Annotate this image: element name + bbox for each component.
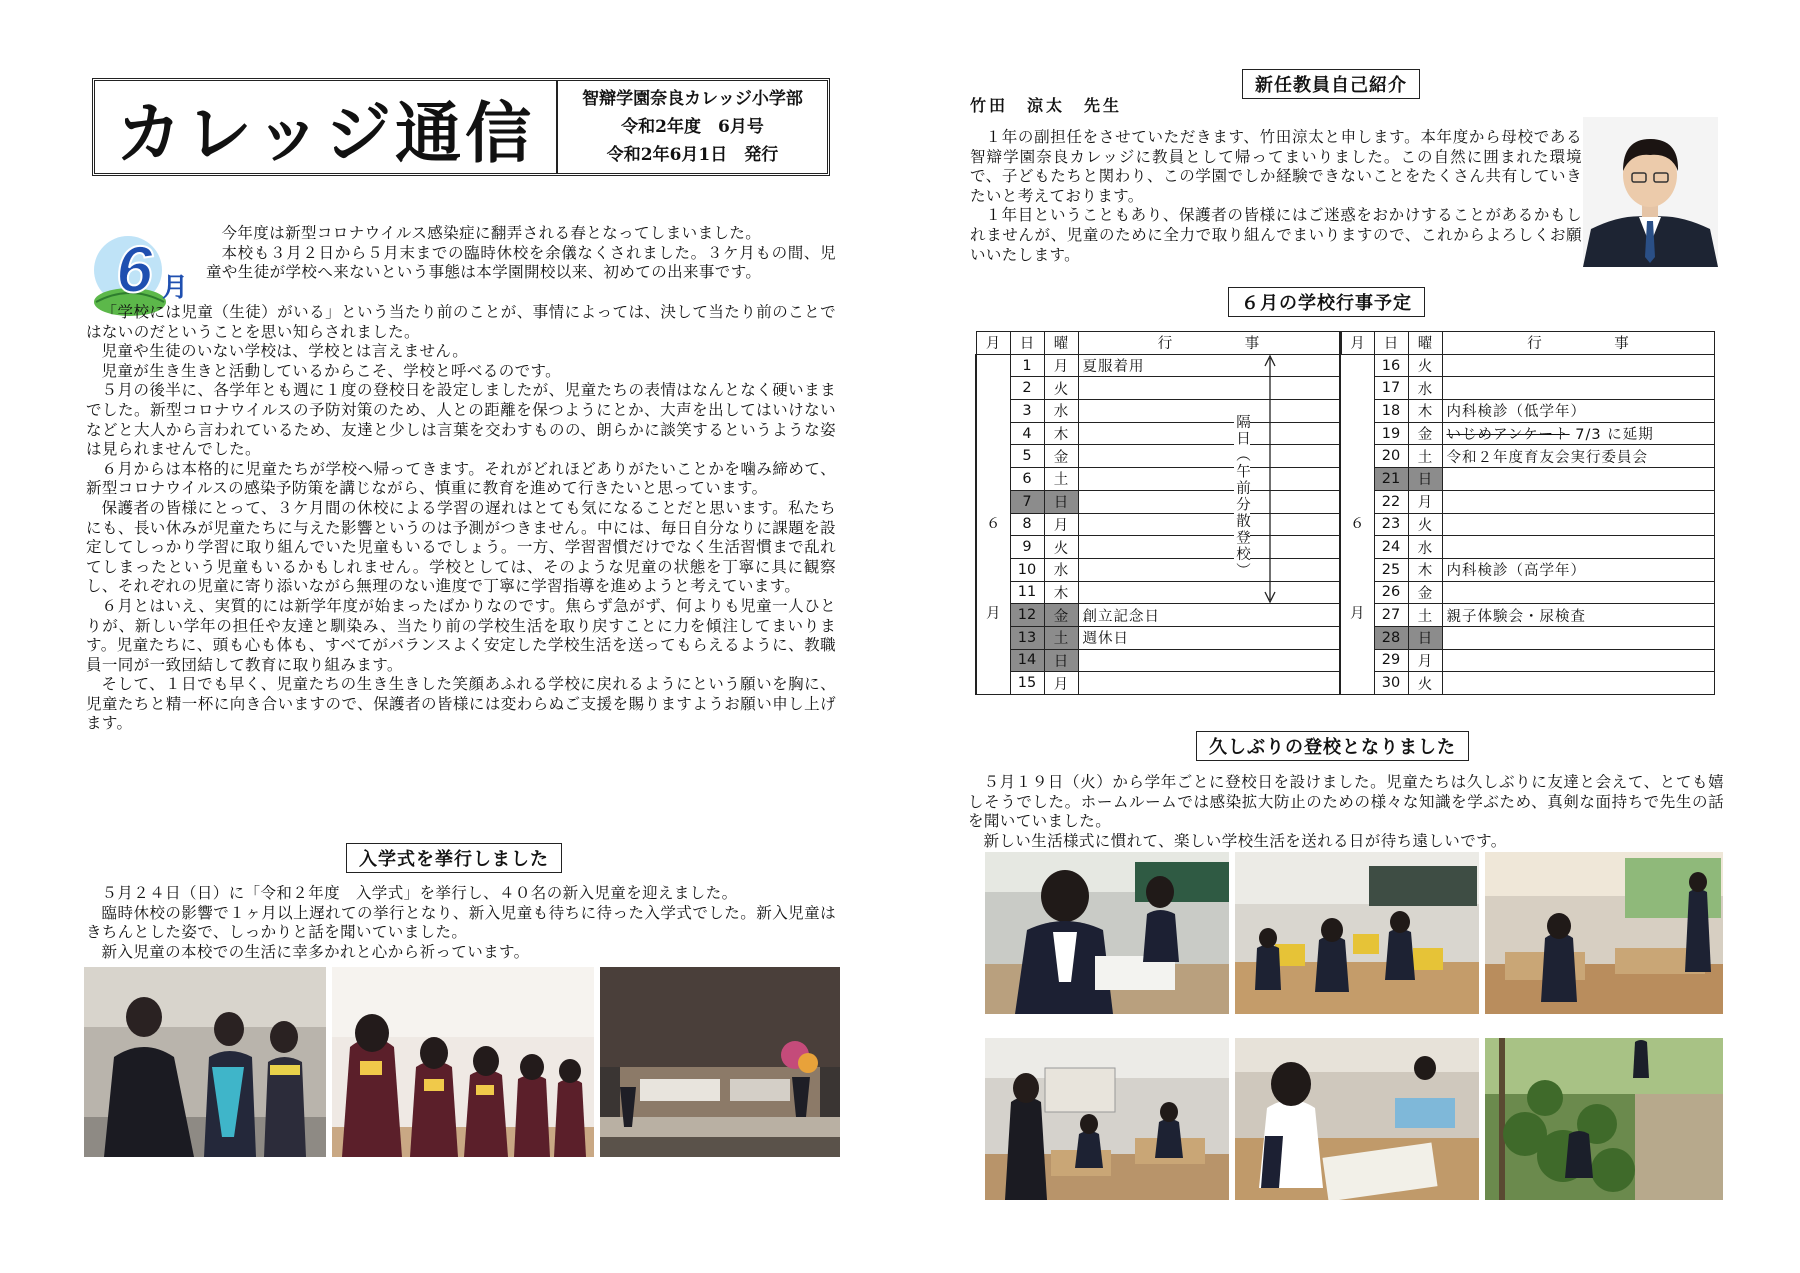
ceremony-paragraph: 臨時休校の影響で１ヶ月以上遅れての挙行となり、新入児童も待ちに待った入学式でした。新入児童はきちんとした姿で、しっかりと話を聞いていました。 (86, 903, 836, 942)
day-number: 30 (1374, 672, 1408, 695)
weekday: 月 (1044, 354, 1078, 377)
weekday: 日 (1408, 626, 1442, 649)
day-number: 21 (1374, 468, 1408, 491)
intro-paragraph: 「学校には児童（生徒）がいる」という当たり前のことが、事情によっては、決して当たり前のことではないのだということを思い知らされました。 (86, 303, 836, 341)
schedule-row (976, 354, 1714, 377)
weekday: 日 (1044, 490, 1078, 513)
day-number: 18 (1374, 400, 1408, 423)
masthead (92, 78, 830, 176)
ceremony-photo-corsage (84, 967, 326, 1157)
intro-paragraph: 今年度は新型コロナウイルス感染症に翻弄される春となってしまいました。 (221, 224, 762, 242)
badge-month-number: 6 (116, 232, 153, 306)
weekday: 金 (1408, 422, 1442, 445)
event-cell: 創立記念日 (1078, 604, 1340, 627)
day-number: 9 (1010, 536, 1044, 559)
weekday: 月 (1044, 672, 1078, 695)
day-number: 8 (1010, 513, 1044, 536)
event-cell (1078, 649, 1340, 672)
weekday: 土 (1044, 626, 1078, 649)
issue-date: 令和2年6月1日 発行 (606, 145, 779, 165)
day-number: 11 (1010, 581, 1044, 604)
header-event: 行 事 (1442, 332, 1714, 355)
schedule-header-row (976, 332, 1714, 355)
event-cell (1442, 672, 1714, 695)
ceremony-text (86, 884, 836, 962)
attendance-arrow (1262, 354, 1292, 604)
event-cell (1078, 558, 1340, 581)
intro-paragraph: 児童が生き生きと活動しているからこそ、学校と呼べるのです。 (101, 361, 562, 380)
weekday: 木 (1044, 422, 1078, 445)
day-number: 4 (1010, 422, 1044, 445)
weekday: 火 (1044, 377, 1078, 400)
event-cell (1078, 581, 1340, 604)
header-month: 月 (976, 332, 1010, 355)
issue-label: 令和2年度 6月号 (621, 117, 764, 137)
weekday: 土 (1408, 445, 1442, 468)
month-label-right: ６ 月 (1340, 354, 1374, 694)
weekday: 火 (1044, 536, 1078, 559)
weekday: 金 (1044, 445, 1078, 468)
event-cell (1442, 377, 1714, 400)
schedule-heading: ６月の学校行事予定 (1228, 287, 1425, 317)
weekday: 日 (1044, 649, 1078, 672)
event-cell (1078, 513, 1340, 536)
header-weekday: 曜 (1408, 332, 1442, 355)
header-weekday: 曜 (1044, 332, 1078, 355)
header-day: 日 (1374, 332, 1408, 355)
weekday: 金 (1408, 581, 1442, 604)
event-cell (1442, 536, 1714, 559)
ceremony-photo-students-standing (332, 967, 594, 1157)
intro-paragraph: 児童や生徒のいない学校は、学校とは言えません。 (101, 342, 469, 361)
weekday: 水 (1044, 400, 1078, 423)
day-number: 15 (1010, 672, 1044, 695)
ceremony-photo-hall (600, 967, 840, 1157)
event-cell: 夏服着用 (1078, 354, 1340, 377)
event-cell: 令和２年度育友会実行委員会 (1442, 445, 1714, 468)
return-text (968, 773, 1724, 851)
header-month: 月 (1340, 332, 1374, 355)
event-cell (1078, 400, 1340, 423)
day-number: 14 (1010, 649, 1044, 672)
intro-body (86, 303, 836, 734)
ceremony-paragraph: ５月２４日（日）に「令和２年度 入学式」を挙行し、４０名の新入児童を迎えました。 (101, 884, 738, 902)
day-number: 20 (1374, 445, 1408, 468)
event-cell (1442, 626, 1714, 649)
weekday: 水 (1408, 377, 1442, 400)
weekday: 土 (1408, 604, 1442, 627)
event-cell: 内科検診（低学年） (1442, 400, 1714, 423)
intro-paragraph: ６月からは本格的に児童たちが学校へ帰ってきます。それがどれほどありがたいことかを噛み締めて、新型コロナウイルスの感染予防策を講じながら、慎重に教育を進めて行きたいと思っています。 (86, 459, 836, 498)
teacher-paragraph: １年の副担任をさせていただきます、竹田涼太と申します。本年度から母校である智辯学園奈良カレッジに教員として帰ってまいりました。この自然に囲まれた環境で、子どもたちと関わり、この学園でしか経験できないことをたくさん共有していきたいと考えております。 (970, 128, 1582, 205)
event-cell (1078, 672, 1340, 695)
cancelled-event: いじめアンケート (1446, 427, 1570, 444)
attendance-note-text: 隔日（午前分散登校） (1234, 414, 1250, 579)
weekday: 水 (1408, 536, 1442, 559)
day-number: 13 (1010, 626, 1044, 649)
event-cell (1078, 377, 1340, 400)
event-cell (1442, 513, 1714, 536)
intro-paragraph: 保護者の皆様にとって、３ケ月間の休校による学習の遅れはとても気になることだと思います。私たちにも、長い休みが児童たちに与えた影響というのは予測がつきません。中には、毎日自分なりに課題を設定してしっかり学習に取り組んでいた児童もいるでしょう。一方、学習習慣だけでなく生活習慣まで乱れてしまったという児童もいるかもしれません。学校としては、そのような児童の状態を丁寧に具に観察し、それぞれの児童に寄り添いながら無理のない進度で丁寧に学習指導を進めようと考えています。 (86, 498, 836, 596)
day-number: 10 (1010, 558, 1044, 581)
classroom-photo-5 (1235, 1038, 1479, 1200)
weekday: 月 (1044, 513, 1078, 536)
events-schedule-table (975, 331, 1715, 695)
classroom-photo-1 (985, 852, 1229, 1014)
weekday: 水 (1044, 558, 1078, 581)
event-cell (1078, 445, 1340, 468)
event-cell (1442, 490, 1714, 513)
event-cell (1078, 490, 1340, 513)
intro-lead (206, 224, 836, 283)
month-label-left: ６ 月 (976, 354, 1010, 694)
weekday: 火 (1408, 672, 1442, 695)
day-number: 5 (1010, 445, 1044, 468)
day-number: 12 (1010, 604, 1044, 627)
attendance-note (1234, 354, 1292, 604)
ceremony-heading: 入学式を挙行しました (346, 843, 562, 873)
event-cell (1442, 581, 1714, 604)
intro-paragraph: 本校も３月２日から５月末までの臨時休校を余儀なくされました。３ケ月もの間、児童や生徒が学校へ来ないという事態は本学園開校以来、初めての出来事です。 (206, 243, 836, 282)
schedule-body (976, 354, 1714, 694)
weekday: 日 (1408, 468, 1442, 491)
newsletter-title: カレッジ通信 (95, 81, 558, 173)
event-cell (1078, 468, 1340, 491)
day-number: 6 (1010, 468, 1044, 491)
teacher-paragraph: １年目ということもあり、保護者の皆様にはご迷惑をおかけすることがあるかもしれませんが、児童のために全力で取り組んでまいりますので、これからよろしくお願いいたします。 (970, 206, 1582, 264)
header-day: 日 (1010, 332, 1044, 355)
return-heading: 久しぶりの登校となりました (1196, 731, 1469, 761)
weekday: 木 (1044, 581, 1078, 604)
day-number: 17 (1374, 377, 1408, 400)
teacher-name: 竹田 涼太 先生 (970, 96, 1123, 115)
garden-photo (1485, 1038, 1723, 1200)
event-cell (1078, 422, 1340, 445)
weekday: 火 (1408, 513, 1442, 536)
day-number: 27 (1374, 604, 1408, 627)
ceremony-paragraph: 新入児童の本校での生活に幸多かれと心から祈っています。 (101, 942, 530, 961)
weekday: 火 (1408, 354, 1442, 377)
day-number: 26 (1374, 581, 1408, 604)
day-number: 19 (1374, 422, 1408, 445)
event-cell (1078, 536, 1340, 559)
day-number: 23 (1374, 513, 1408, 536)
weekday: 土 (1044, 468, 1078, 491)
day-number: 16 (1374, 354, 1408, 377)
day-number: 7 (1010, 490, 1044, 513)
weekday: 金 (1044, 604, 1078, 627)
weekday: 木 (1408, 558, 1442, 581)
school-name: 智辯学園奈良カレッジ小学部 (582, 89, 803, 109)
day-number: 2 (1010, 377, 1044, 400)
event-cell: 親子体験会・尿検査 (1442, 604, 1714, 627)
teacher-intro-text (970, 128, 1582, 265)
classroom-photo-2 (1235, 852, 1479, 1014)
weekday: 月 (1408, 649, 1442, 672)
day-number: 25 (1374, 558, 1408, 581)
header-event: 行 事 (1078, 332, 1340, 355)
event-cell (1442, 468, 1714, 491)
teacher-portrait (1583, 117, 1718, 267)
event-cell (1442, 649, 1714, 672)
return-paragraph: 新しい生活様式に慣れて、楽しい学校生活を送れる日が待ち遠しいです。 (983, 831, 1507, 850)
month-label-number: ６ (1350, 516, 1365, 533)
weekday: 木 (1408, 400, 1442, 423)
month-label-number: ６ (986, 516, 1001, 533)
postponed-note: 7/3 に延期 (1575, 427, 1654, 444)
masthead-info (558, 81, 827, 173)
classroom-photo-3 (1485, 852, 1723, 1014)
day-number: 3 (1010, 400, 1044, 423)
classroom-photo-4 (985, 1038, 1229, 1200)
day-number: 1 (1010, 354, 1044, 377)
return-paragraph: ５月１９日（火）から学年ごとに登校日を設けました。児童たちは久しぶりに友達と会えて、とても嬉しそうでした。ホームルームでは感染拡大防止のための様々な知識を学ぶため、真剣な面持ちで先生の話を聞いていました。 (968, 773, 1724, 831)
weekday: 月 (1408, 490, 1442, 513)
day-number: 29 (1374, 649, 1408, 672)
event-cell: 週休日 (1078, 626, 1340, 649)
event-cell: 内科検診（高学年） (1442, 558, 1714, 581)
badge-month-unit: 月 (162, 272, 189, 302)
day-number: 22 (1374, 490, 1408, 513)
day-number: 28 (1374, 626, 1408, 649)
event-cell (1442, 422, 1714, 445)
event-cell (1442, 354, 1714, 377)
day-number: 24 (1374, 536, 1408, 559)
teacher-heading: 新任教員自己紹介 (1242, 69, 1420, 99)
intro-paragraph: ６月とはいえ、実質的には新学年度が始まったばかりなのです。焦らず急がず、何よりも児童一人ひとりが、新しい学年の担任や友達と馴染み、当たり前の学校生活を取り戻すことに力を傾注してまいります。児童たちに、頭も心も体も、すべてがバランスよく安定した学校生活を送ってもらえるように、教職員一同が一致団結して教育に取り組みます。 (86, 596, 836, 674)
intro-paragraph: そして、１日でも早く、児童たちの生き生きした笑顔あふれる学校に戻れるようにという願いを胸に、児童たちと精一杯に向き合いますので、保護者の皆様には変わらぬご支援を賜りますようお願い申し上げます。 (86, 675, 836, 733)
intro-paragraph: ５月の後半に、各学年とも週に１度の登校日を設定しましたが、児童たちの表情はなんとなく硬いままでした。新型コロナウイルスの予防対策のため、人との距離を保つようにとか、大声を出してはいけないなどと大人から言われているため、友達と少しは言葉を交わすものの、朗らかに談笑するというような姿は見られませんでした。 (86, 381, 836, 459)
